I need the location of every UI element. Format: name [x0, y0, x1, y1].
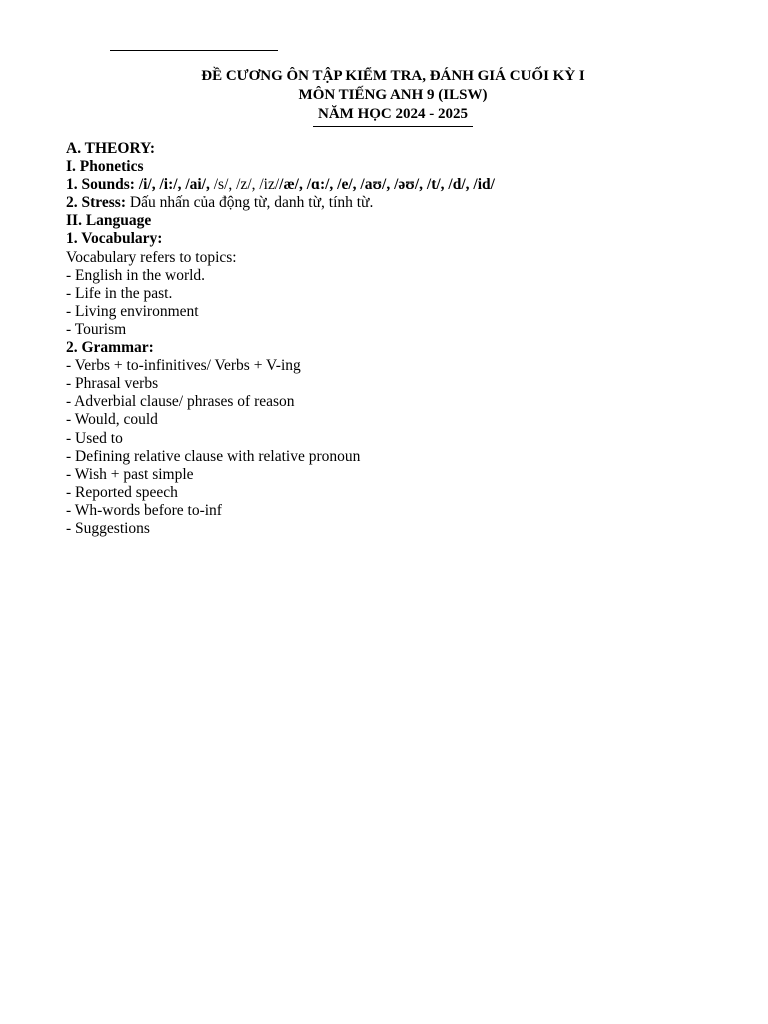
header-subject: MÔN TIẾNG ANH 9 (ILSW) [298, 87, 488, 103]
list-item: - Suggestions [66, 519, 150, 537]
stress-label: 2. Stress: [66, 194, 126, 212]
stress-text: Dấu nhấn của động từ, danh từ, tính từ. [126, 194, 374, 212]
grammar-heading: 2. Grammar: [66, 339, 154, 357]
phonetics-heading: I. Phonetics [66, 158, 144, 176]
list-item: - Adverbial clause/ phrases of reason [66, 393, 295, 411]
list-item: - Used to [66, 429, 123, 447]
sounds-bold-1: /i/, /i:/, /ai/, [134, 176, 210, 194]
list-item: - Living environment [66, 302, 199, 320]
document-body [66, 140, 746, 538]
vocabulary-heading: 1. Vocabulary: [66, 230, 163, 248]
stress-line [66, 194, 746, 212]
sounds-bold-2: /æ/, /ɑ:/, /e/, /aʊ/, /əʊ/, /t/, /d/, /id/ [279, 176, 495, 194]
header-rule [313, 126, 473, 127]
list-item: - Defining relative clause with relative pronoun [66, 447, 361, 465]
sounds-label: 1. Sounds: [66, 176, 135, 194]
sounds-line [66, 176, 746, 194]
list-item: - Life in the past. [66, 284, 173, 302]
list-item: - Wish + past simple [66, 465, 194, 483]
theory-heading: A. THEORY: [66, 140, 156, 157]
list-item: - Verbs + to-infinitives/ Verbs + V-ing [66, 357, 301, 375]
list-item: - Phrasal verbs [66, 375, 159, 393]
list-item: - Tourism [66, 320, 127, 338]
document-header [0, 67, 768, 124]
list-item: - English in the world. [66, 266, 206, 284]
list-item: - Would, could [66, 411, 158, 429]
header-title: ĐỀ CƯƠNG ÔN TẬP KIỂM TRA, ĐÁNH GIÁ CUỐI KỲ I [201, 68, 585, 84]
language-heading: II. Language [66, 212, 152, 230]
vocabulary-intro: Vocabulary refers to topics: [66, 248, 237, 266]
header-school-year: NĂM HỌC 2024 - 2025 [318, 106, 468, 122]
sounds-plain: /s/, /z/, /iz/ [209, 176, 280, 194]
top-rule [110, 50, 278, 51]
list-item: - Wh-words before to-inf [66, 501, 222, 519]
list-item: - Reported speech [66, 483, 178, 501]
